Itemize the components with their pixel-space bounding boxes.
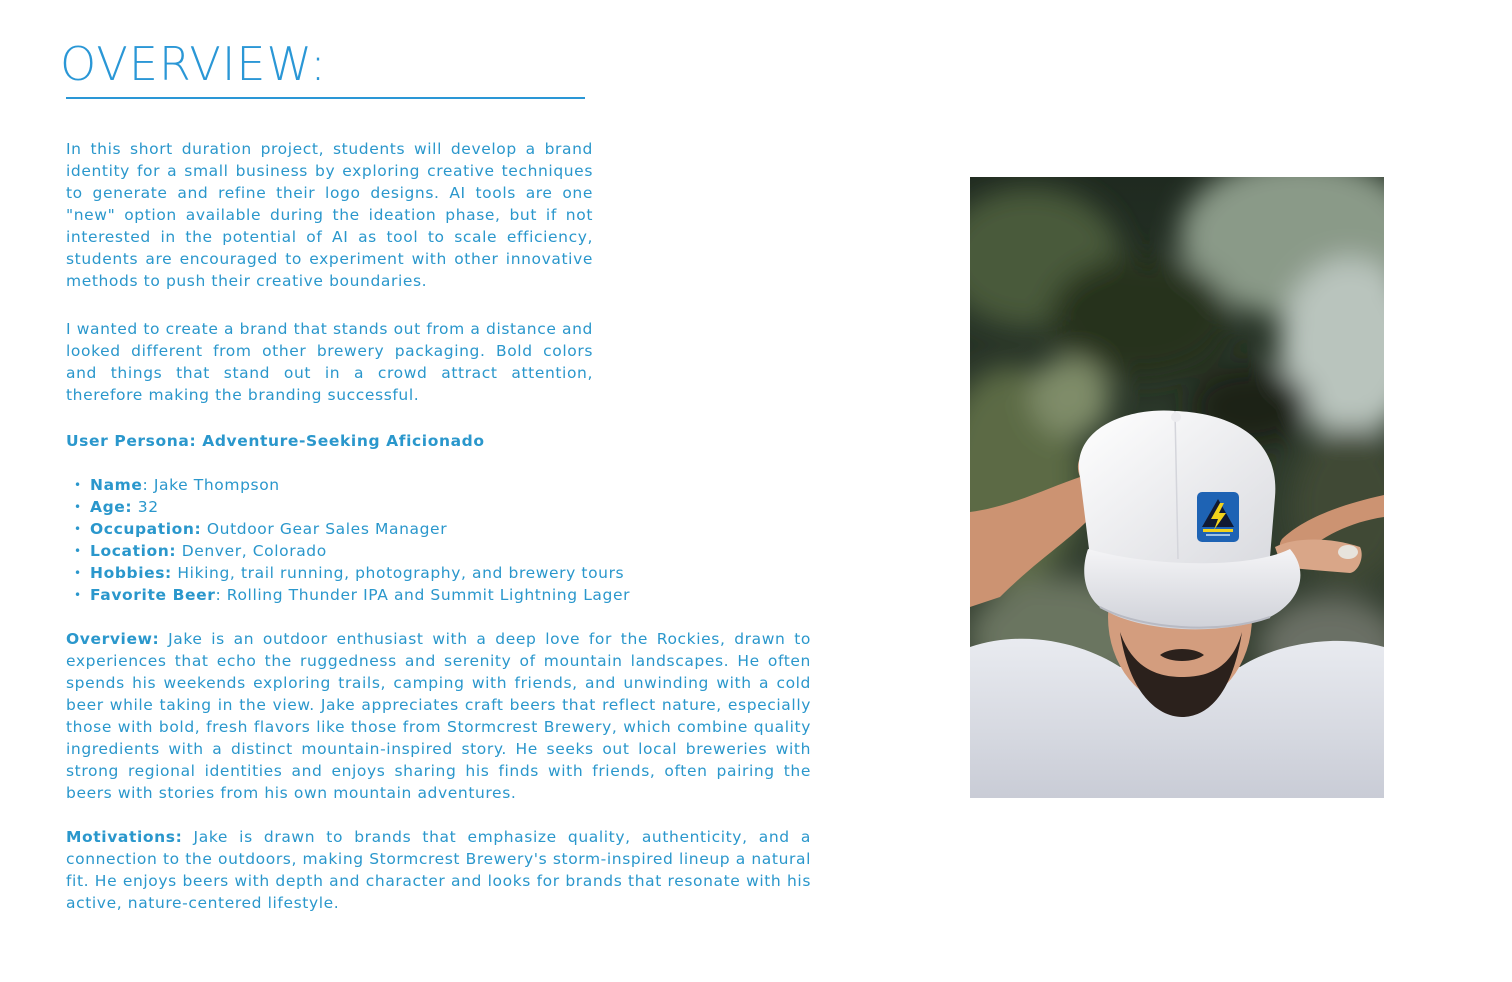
persona-age-label: Age: bbox=[90, 498, 133, 516]
persona-favorite-beer bbox=[66, 584, 630, 606]
persona-occupation-label: Occupation: bbox=[90, 520, 202, 538]
persona-location bbox=[66, 540, 630, 562]
persona-name-label: Name bbox=[90, 476, 143, 494]
motivations-paragraph bbox=[66, 826, 811, 914]
motivations-label: Motivations: bbox=[66, 828, 183, 846]
title-underline bbox=[66, 97, 585, 99]
persona-age bbox=[66, 496, 630, 518]
persona-occupation-value: Outdoor Gear Sales Manager bbox=[201, 520, 448, 538]
persona-favorite-beer-label: Favorite Beer bbox=[90, 586, 216, 604]
persona-hobbies-label: Hobbies: bbox=[90, 564, 172, 582]
stormcrest-patch-icon bbox=[1197, 492, 1239, 542]
page-title: OVERVIEW: bbox=[60, 37, 327, 91]
overview-text: Jake is an outdoor enthusiast with a deep love for the Rockies, drawn to experiences that echo the ruggedness and serenity of mountain landscapes. He often spends his weekends exploring trails, camping with friends, and unwinding with a cold beer while taking in the view. Jake appreciates craft beers that reflect nature, especially those with bold, fresh flavors like those from Stormcrest Brewery, which combine quality ingredients with a distinct mountain-inspired story. He seeks out local breweries with strong regional identities and enjoys sharing his finds with friends, often pairing the beers with stories from his own mountain adventures. bbox=[66, 630, 811, 802]
persona-name-value: : Jake Thompson bbox=[142, 476, 280, 494]
persona-age-value: 32 bbox=[132, 498, 159, 516]
persona-hobbies-value: Hiking, trail running, photography, and brewery tours bbox=[171, 564, 625, 582]
persona-name bbox=[66, 474, 630, 496]
motivations-text: Jake is drawn to brands that emphasize quality, authenticity, and a connection to the outdoors, making Stormcrest Brewery's storm-inspired lineup a natural fit. He enjoys beers with depth and character and looks for brands that resonate with his active, nature-centered lifestyle. bbox=[66, 828, 811, 912]
persona-favorite-beer-value: : Rolling Thunder IPA and Summit Lightning Lager bbox=[215, 586, 631, 604]
cap-photo bbox=[970, 177, 1384, 798]
persona-location-value: Denver, Colorado bbox=[176, 542, 327, 560]
intro-paragraph-2: I wanted to create a brand that stands out from a distance and looked different from other brewery packaging. Bold colors and things that stand out in a crowd attract attention, therefore making the branding successful. bbox=[66, 320, 593, 404]
overview-label: Overview: bbox=[66, 630, 160, 648]
persona-hobbies bbox=[66, 562, 630, 584]
persona-location-label: Location: bbox=[90, 542, 177, 560]
persona-occupation bbox=[66, 518, 630, 540]
persona-list bbox=[66, 474, 630, 606]
persona-heading: User Persona: Adventure-Seeking Aficionado bbox=[66, 432, 485, 450]
overview-paragraph bbox=[66, 628, 811, 804]
intro-paragraph-1: In this short duration project, students will develop a brand identity for a small business by exploring creative techniques to generate and refine their logo designs. AI tools are one "new" option available during the ideation phase, but if not interested in the potential of AI as tool to scale efficiency, students are encouraged to experiment with other innovative methods to push their creative boundaries. bbox=[66, 140, 593, 290]
